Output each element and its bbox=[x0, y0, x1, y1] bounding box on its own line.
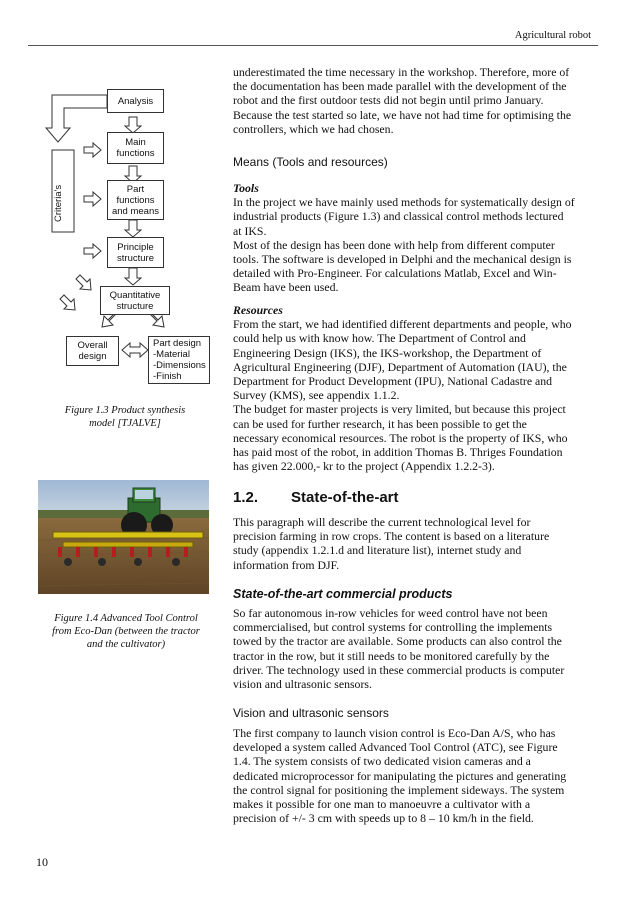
intro-paragraph: underestimated the time necessary in the workshop. Therefore, more of the documentation has been made parallel with the development of the robot and the first outdoor tests did not begin until primo January. Because the test started so late, we have not had time for optimising the controllers, which we had chosen. bbox=[233, 65, 572, 136]
intro-paragraph-block bbox=[233, 65, 575, 136]
running-header: Agricultural robot bbox=[514, 30, 591, 41]
overall-design-line1: Overall bbox=[77, 340, 108, 351]
analysis-label: Analysis bbox=[117, 95, 154, 107]
quantitative-structure-line2: structure bbox=[116, 300, 154, 312]
means-heading: Means (Tools and resources) bbox=[233, 155, 388, 169]
commercial-heading: State-of-the-art commercial products bbox=[233, 587, 453, 601]
quantitative-structure-box bbox=[100, 286, 170, 315]
section-intro-block bbox=[233, 515, 575, 572]
principle-structure-box bbox=[107, 237, 164, 268]
tractor-photo bbox=[38, 480, 209, 594]
figure-1-4-caption-line1: Figure 1.4 Advanced Tool Control bbox=[54, 613, 198, 624]
figure-1-4-caption bbox=[42, 612, 210, 651]
tools-paragraph-1: In the project we have mainly used methods for systematically design of industrial products (Figure 1.3) and classical control methods lectured at IKS. bbox=[233, 195, 575, 238]
main-functions-line2: functions bbox=[116, 148, 155, 159]
part-functions-box bbox=[107, 180, 164, 220]
overall-design-line2: design bbox=[78, 351, 107, 362]
tools-block bbox=[233, 181, 575, 295]
section-title: State-of-the-art bbox=[291, 489, 399, 506]
main-functions-box bbox=[107, 132, 164, 164]
part-design-line3: -Dimensions bbox=[153, 360, 206, 371]
resources-paragraph-1: From the start, we had identified different departments and people, who could help us with know how. The Department of Control and Engineering Design (IKS), the IKS-workshop, the Department of Agricultural Engineering (DJF), Department of Automation (IAU), the Department for Product Development (IPU), National Cadastre and Survey (KMS), see appendix 1.1.2. bbox=[233, 317, 572, 403]
commercial-paragraph-1: So far autonomous in-row vehicles for weed control have not been commercialised, but control systems for controlling the implements towed by the tractor are available. Some products can also control the tractor in the row, but it still needs to be monitored carefully by the driver. The technology used in these commercial products is computer vision and ultrasonic sensors. bbox=[233, 606, 565, 692]
vision-block bbox=[233, 726, 575, 825]
resources-heading: Resources bbox=[233, 303, 283, 317]
figure-1-3-caption bbox=[50, 404, 200, 430]
quantitative-structure-line1: Quantitative bbox=[109, 289, 161, 301]
page-number: 10 bbox=[36, 855, 48, 869]
commercial-block bbox=[233, 606, 575, 691]
feedback-arrow bbox=[46, 95, 107, 142]
product-synthesis-diagram bbox=[0, 0, 230, 429]
resources-block bbox=[233, 303, 575, 473]
criteria-label: Criteria's bbox=[53, 184, 64, 222]
section-paragraph-1: This paragraph will describe the current technological level for precision farming in row crops. The content is based on a literature study (appendix 1.2.1.d and literature list), internet study and information from DJF. bbox=[233, 515, 550, 572]
figure-1-4-caption-line2: from Eco-Dan (between the tractor bbox=[52, 626, 200, 637]
figure-1-4-caption-line3: and the cultivator) bbox=[86, 639, 166, 650]
resources-paragraph-2: The budget for master projects is very limited, but because this project can be used for further research, it has been possible to get the necessary economical resources. The robot is the property of IKS, who has paid most of the robot, in addition Thomas B. Thriges Foundation has given 22.000,- kr to the project (Appendix 1.2.2-3). bbox=[233, 402, 568, 474]
principle-structure-line2: structure bbox=[117, 252, 154, 264]
vision-paragraph-1: The first company to launch vision control is Eco-Dan A/S, who has developed a system called Advanced Tool Control (ATC), see Figure 1.4. The system consists of two dedicated vision cameras and a dedicated microprocessor for manipulating the pictures and generating the control signal for positioning the implement sideways. The system makes it possible for one man to manoeuvre a cultivator with a precision of +/- 3 cm with speeds up to 8 – 10 km/h in the field. bbox=[233, 726, 567, 826]
figure-1-3-caption-line1: Figure 1.3 Product synthesis bbox=[64, 405, 186, 416]
figure-1-3-caption-line2: model [TJALVE] bbox=[89, 418, 161, 429]
part-design-line4: -Finish bbox=[153, 371, 182, 382]
part-functions-line3: and means bbox=[111, 205, 159, 217]
part-design-line2: -Material bbox=[153, 349, 190, 360]
vision-heading: Vision and ultrasonic sensors bbox=[233, 706, 389, 720]
principle-structure-line1: Principle bbox=[117, 241, 154, 253]
analysis-box bbox=[107, 89, 164, 113]
part-design-box bbox=[148, 336, 210, 384]
part-functions-line1: Part bbox=[126, 183, 145, 195]
tools-paragraph-2: Most of the design has been done with help from different computer tools. The software is developed in Delphi and the mechanical design is detailed with Pro-Engineer. For calculations Matlab, Excel and Win-Beam have been used. bbox=[233, 237, 572, 295]
part-design-line1: Part design bbox=[153, 338, 202, 349]
section-heading bbox=[233, 491, 575, 505]
main-functions-line1: Main bbox=[125, 137, 146, 148]
part-functions-line2: functions bbox=[116, 194, 155, 206]
section-number: 1.2. bbox=[233, 489, 259, 506]
tools-heading: Tools bbox=[233, 181, 259, 195]
overall-design-box bbox=[66, 336, 119, 366]
